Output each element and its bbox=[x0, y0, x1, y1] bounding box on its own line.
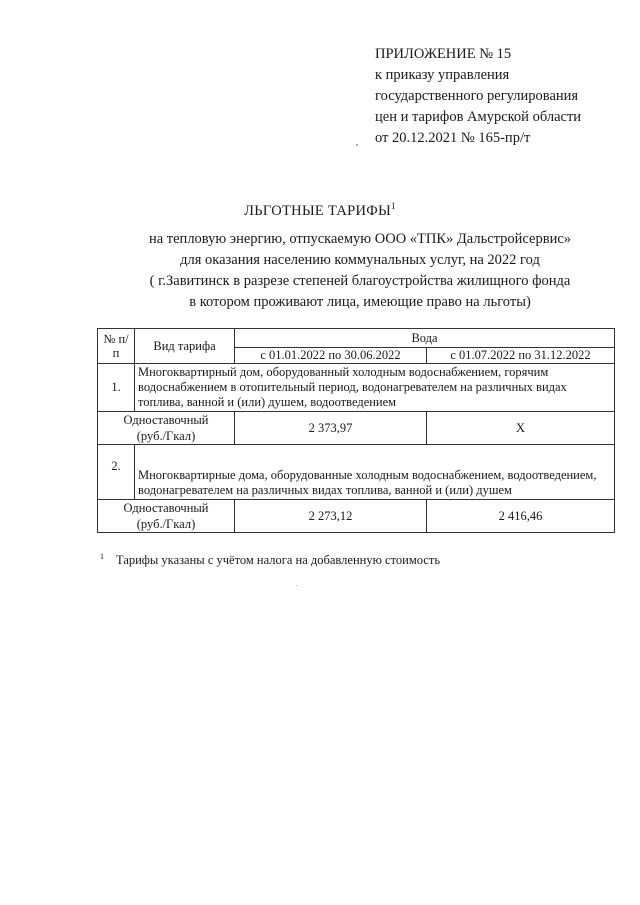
appendix-date-line: от 20.12.2021 № 165-пр/т bbox=[375, 130, 531, 146]
appendix-block bbox=[375, 44, 581, 149]
row-1-description: Многоквартирный дом, оборудованный холодным водоснабжением, горячим водоснабжением в отопительный период, водонагревателем на различных видах топлива, ванной и (или) душем, водоотведением bbox=[135, 364, 615, 412]
table-row bbox=[98, 500, 615, 533]
row-2-value-2: 2 416,46 bbox=[427, 500, 615, 533]
title-footnote-mark: 1 bbox=[391, 201, 396, 211]
header-water: Вода bbox=[235, 329, 615, 348]
footnote-text: Тарифы указаны с учётом налога на добавленную стоимость bbox=[116, 553, 441, 567]
row-1-rate-unit: (руб./Гкал) bbox=[136, 429, 196, 443]
header-period-2: с 01.07.2022 по 31.12.2022 bbox=[427, 348, 615, 364]
row-2-value-1: 2 273,12 bbox=[235, 500, 427, 533]
row-2-description: Многоквартирные дома, оборудованные холодным водоснабжением, водоотведением, водонагревателем на различных видах топлива, ванной и (или) душем bbox=[135, 445, 615, 500]
appendix-number: ПРИЛОЖЕНИЕ № 15 bbox=[375, 46, 512, 62]
subtitle-line-3: ( г.Завитинск в разрезе степеней благоустройства жилищного фонда bbox=[149, 273, 571, 289]
footnote bbox=[100, 552, 440, 568]
row-1-rate-type bbox=[98, 412, 235, 445]
table-row bbox=[98, 412, 615, 445]
header-num: № п/п bbox=[98, 329, 135, 364]
table-row bbox=[98, 364, 615, 412]
appendix-order-line: к приказу управления bbox=[375, 67, 510, 83]
title-text: ЛЬГОТНЫЕ ТАРИФЫ bbox=[244, 203, 392, 219]
row-1-value-2: Х bbox=[427, 412, 615, 445]
document-subtitle bbox=[0, 229, 640, 313]
appendix-region-line: цен и тарифов Амурской области bbox=[375, 109, 582, 125]
subtitle-line-2: для оказания населению коммунальных услуг, на 2022 год bbox=[180, 252, 540, 268]
row-2-rate-label: Одноставочный bbox=[123, 501, 209, 515]
subtitle-line-1: на тепловую энергию, отпускаемую ООО «ТПК» Дальстройсервис» bbox=[148, 231, 572, 247]
table-row bbox=[98, 445, 615, 500]
header-period-1: с 01.01.2022 по 30.06.2022 bbox=[235, 348, 427, 364]
row-2-num: 2. bbox=[98, 445, 135, 500]
row-1-value-1: 2 373,97 bbox=[235, 412, 427, 445]
header-tariff-type: Вид тарифа bbox=[135, 329, 235, 364]
appendix-authority-line: государственного регулирования bbox=[375, 88, 579, 104]
tariff-table bbox=[97, 328, 615, 533]
row-2-rate-unit: (руб./Гкал) bbox=[136, 517, 196, 531]
row-1-num: 1. bbox=[98, 364, 135, 412]
row-1-rate-label: Одноставочный bbox=[123, 413, 209, 427]
subtitle-line-4: в котором проживают лица, имеющие право на льготы) bbox=[189, 294, 531, 310]
scan-speck bbox=[356, 144, 358, 146]
footnote-mark: 1 bbox=[100, 552, 104, 561]
table-header-row bbox=[98, 329, 615, 348]
document-title bbox=[0, 201, 640, 220]
scan-speck bbox=[296, 585, 297, 586]
row-2-rate-type bbox=[98, 500, 235, 533]
